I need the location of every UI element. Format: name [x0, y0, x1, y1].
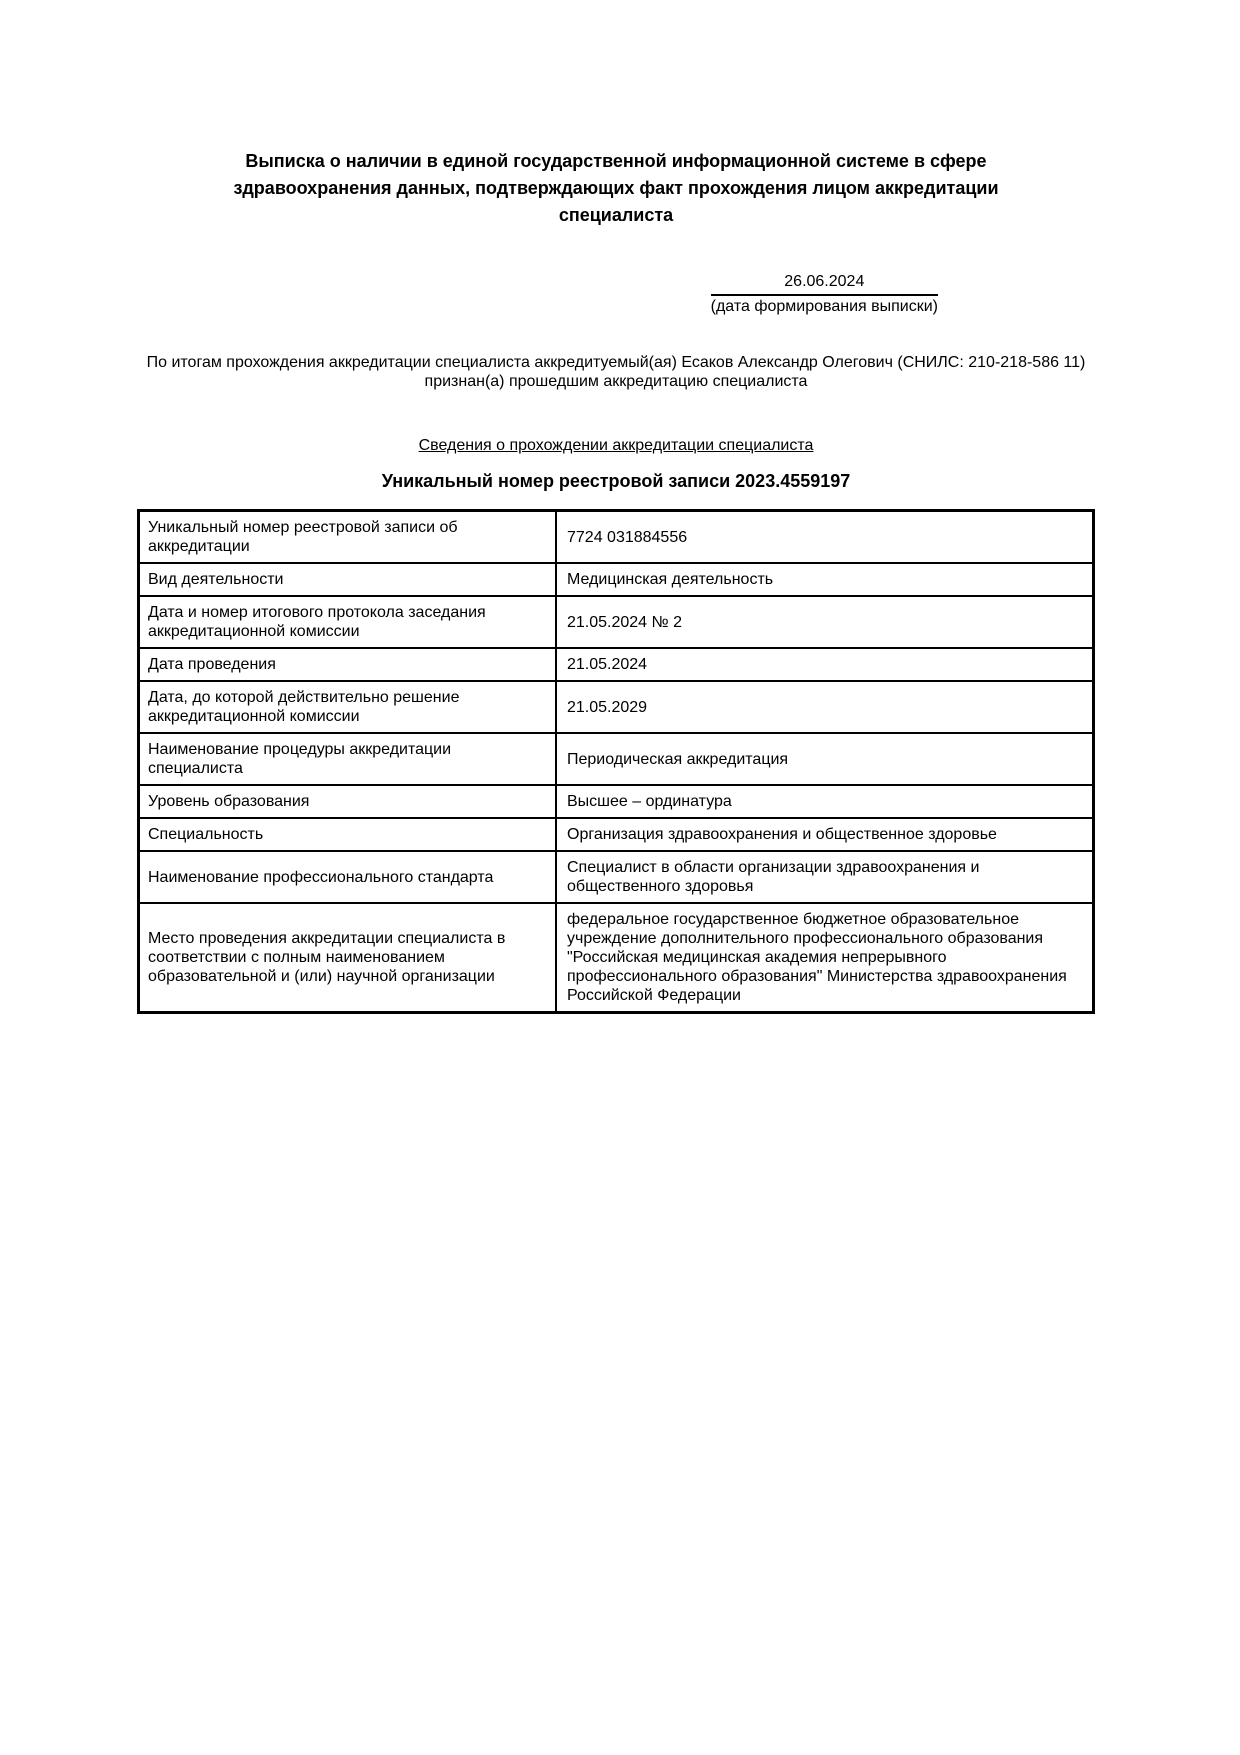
document-content	[137, 0, 1095, 1014]
row-label-cell: Вид деятельности	[139, 563, 557, 596]
table-row-activity-type	[139, 563, 1094, 596]
table-row-professional-standard	[139, 851, 1094, 903]
row-label-cell: Дата, до которой действительно решение аккредитационной комиссии	[139, 681, 557, 733]
row-value-cell: 21.05.2024	[556, 648, 1094, 681]
table-row-registry-number	[139, 511, 1094, 564]
row-label-cell: Наименование процедуры аккредитации специалиста	[139, 733, 557, 785]
extract-date-caption: (дата формирования выписки)	[710, 298, 938, 315]
row-label-cell: Место проведения аккредитации специалиста в соответствии с полным наименованием образовательной и (или) научной организации	[139, 903, 557, 1013]
row-value-cell: 21.05.2024 № 2	[556, 596, 1094, 648]
row-value-cell: Организация здравоохранения и общественное здоровье	[556, 818, 1094, 851]
table-row-protocol	[139, 596, 1094, 648]
row-label-cell: Дата проведения	[139, 648, 557, 681]
row-value-cell: Медицинская деятельность	[556, 563, 1094, 596]
row-value-cell: Периодическая аккредитация	[556, 733, 1094, 785]
extract-date-block	[711, 272, 938, 316]
table-row-venue-organization	[139, 903, 1094, 1013]
table-row-valid-until	[139, 681, 1094, 733]
row-label-cell: Уникальный номер реестровой записи об аккредитации	[139, 511, 557, 564]
row-label-cell: Наименование профессионального стандарта	[139, 851, 557, 903]
table-row-procedure-name	[139, 733, 1094, 785]
accreditation-table	[137, 509, 1095, 1014]
row-label-cell: Уровень образования	[139, 785, 557, 818]
row-value-cell: федеральное государственное бюджетное образовательное учреждение дополнительного профессионального образования "Российская медицинская академия непрерывного профессионального образования" Министерства здравоохранения Российской Федерации	[556, 903, 1094, 1013]
accreditation-result-paragraph: По итогам прохождения аккредитации специалиста аккредитуемый(ая) Есаков Александр Олегович (СНИЛС: 210-218-586 11) признан(а) прошедшим аккредитацию специалиста	[146, 354, 1086, 390]
row-value-cell: Высшее – ординатура	[556, 785, 1094, 818]
row-label-cell: Дата и номер итогового протокола заседания аккредитационной комиссии	[139, 596, 557, 648]
row-value-cell: 21.05.2029	[556, 681, 1094, 733]
document-title: Выписка о наличии в единой государственной информационной системе в сфере здравоохранения данных, подтверждающих факт прохождения лицом аккредитации специалиста	[233, 151, 999, 225]
table-row-date-held	[139, 648, 1094, 681]
section-heading: Сведения о прохождении аккредитации специалиста	[418, 437, 814, 454]
row-value-cell: 7724 031884556	[556, 511, 1094, 564]
row-value-cell: Специалист в области организации здравоохранения и общественного здоровья	[556, 851, 1094, 903]
extract-date: 26.06.2024	[711, 272, 938, 296]
table-row-specialty	[139, 818, 1094, 851]
table-row-education-level	[139, 785, 1094, 818]
registry-record-heading: Уникальный номер реестровой записи 2023.4559197	[381, 471, 851, 491]
row-label-cell: Специальность	[139, 818, 557, 851]
